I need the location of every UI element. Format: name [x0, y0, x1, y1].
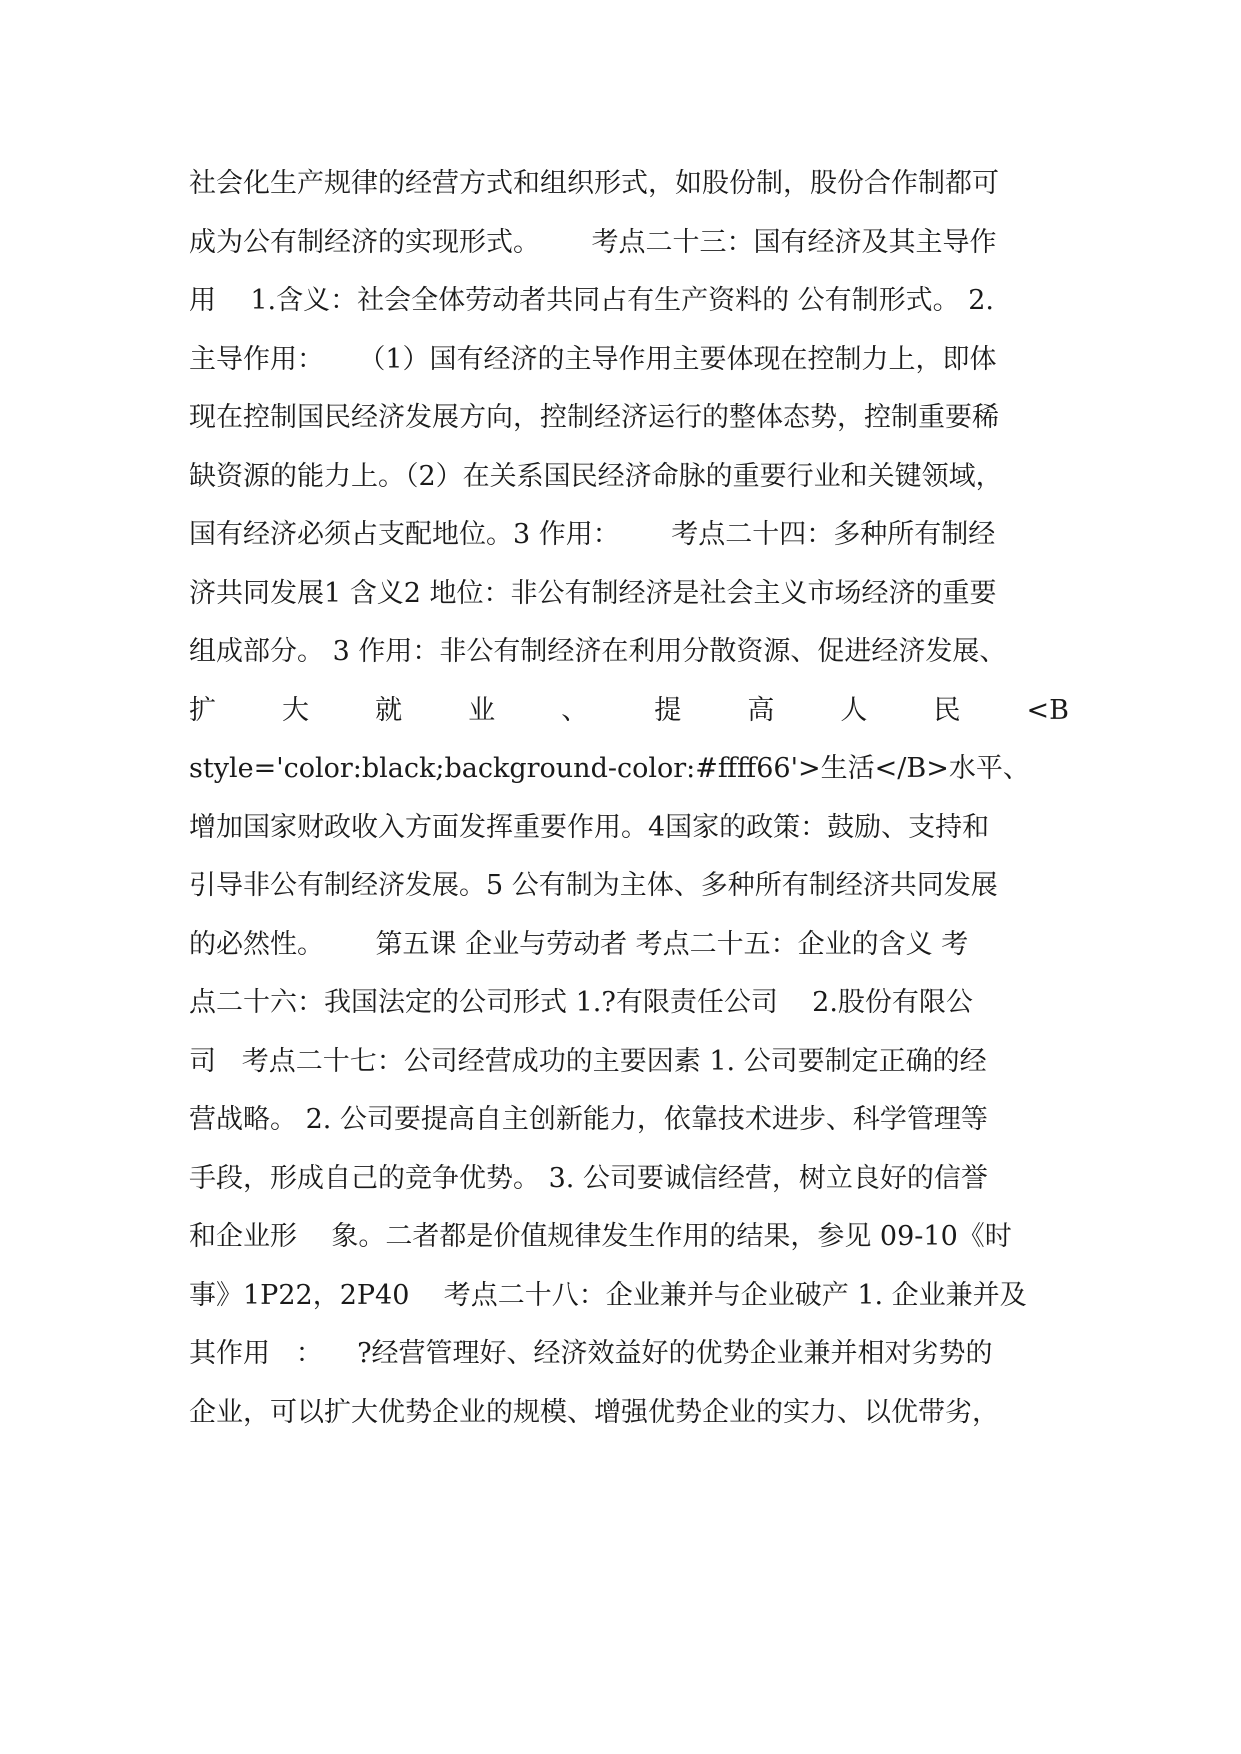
- text-line: 现在控制国民经济发展方向，控制经济运行的整体态势，控制重要稀: [189, 402, 999, 433]
- body-text: [189, 155, 1069, 1442]
- text-line: 扩 大 就 业 、 提 高 人 民 <B: [189, 694, 1069, 726]
- text-line: 成为公有制经济的实现形式。 考点二十三：国有经济及其主导作: [189, 226, 997, 258]
- text-line: 营战略。 2. 公司要提高自主创新能力，依靠技术进步、科学管理等: [189, 1104, 988, 1135]
- text-line: 其作用 ： ?经营管理好、经济效益好的优势企业兼并相对劣势的: [189, 1338, 993, 1369]
- text-line: 缺资源的能力上。（2）在关系国民经济命脉的重要行业和关键领域，: [189, 460, 1003, 492]
- text-line: 司 考点二十七：公司经营成功的主要因素 1. 公司要制定正确的经: [189, 1045, 987, 1077]
- text-line: 和企业形 象。二者都是价值规律发生作用的结果，参见 09-10《时: [189, 1221, 1012, 1252]
- text-line: 企业，可以扩大优势企业的规模、增强优势企业的实力、以优带劣，: [189, 1396, 999, 1428]
- text-line: 手段，形成自己的竞争优势。 3. 公司要诚信经营，树立良好的信誉: [189, 1162, 988, 1194]
- text-line: 增加国家财政收入方面发挥重要作用。4国家的政策：鼓励、支持和: [189, 811, 990, 843]
- text-line: 主导作用： （1）国有经济的主导作用主要体现在控制力上，即体: [189, 343, 997, 375]
- text-line: 济共同发展1 含义2 地位：非公有制经济是社会主义市场经济的重要: [189, 577, 997, 609]
- text-line: 的必然性。 第五课 企业与劳动者 考点二十五：企业的含义 考: [189, 928, 969, 960]
- text-line: 社会化生产规律的经营方式和组织形式，如股份制，股份合作制都可: [189, 168, 999, 199]
- text-line: 点二十六：我国法定的公司形式 1.?有限责任公司 2.股份有限公: [189, 987, 973, 1018]
- text-line: 用 1.含义：社会全体劳动者共同占有生产资料的 公有制形式。 2.: [189, 285, 995, 316]
- text-line: 引导非公有制经济发展。5 公有制为主体、多种所有制经济共同发展: [189, 870, 998, 901]
- text-line: 事》1P22，2P40 考点二十八：企业兼并与企业破产 1. 企业兼并及: [189, 1279, 1027, 1311]
- text-line: 国有经济必须占支配地位。3 作用： 考点二十四：多种所有制经: [189, 519, 996, 550]
- text-line: 组成部分。 3 作用：非公有制经济在利用分散资源、促进经济发展、: [189, 636, 1007, 667]
- text-line: style='color:black;background-color:#ffff66'>生活</B>水平、: [189, 753, 1030, 784]
